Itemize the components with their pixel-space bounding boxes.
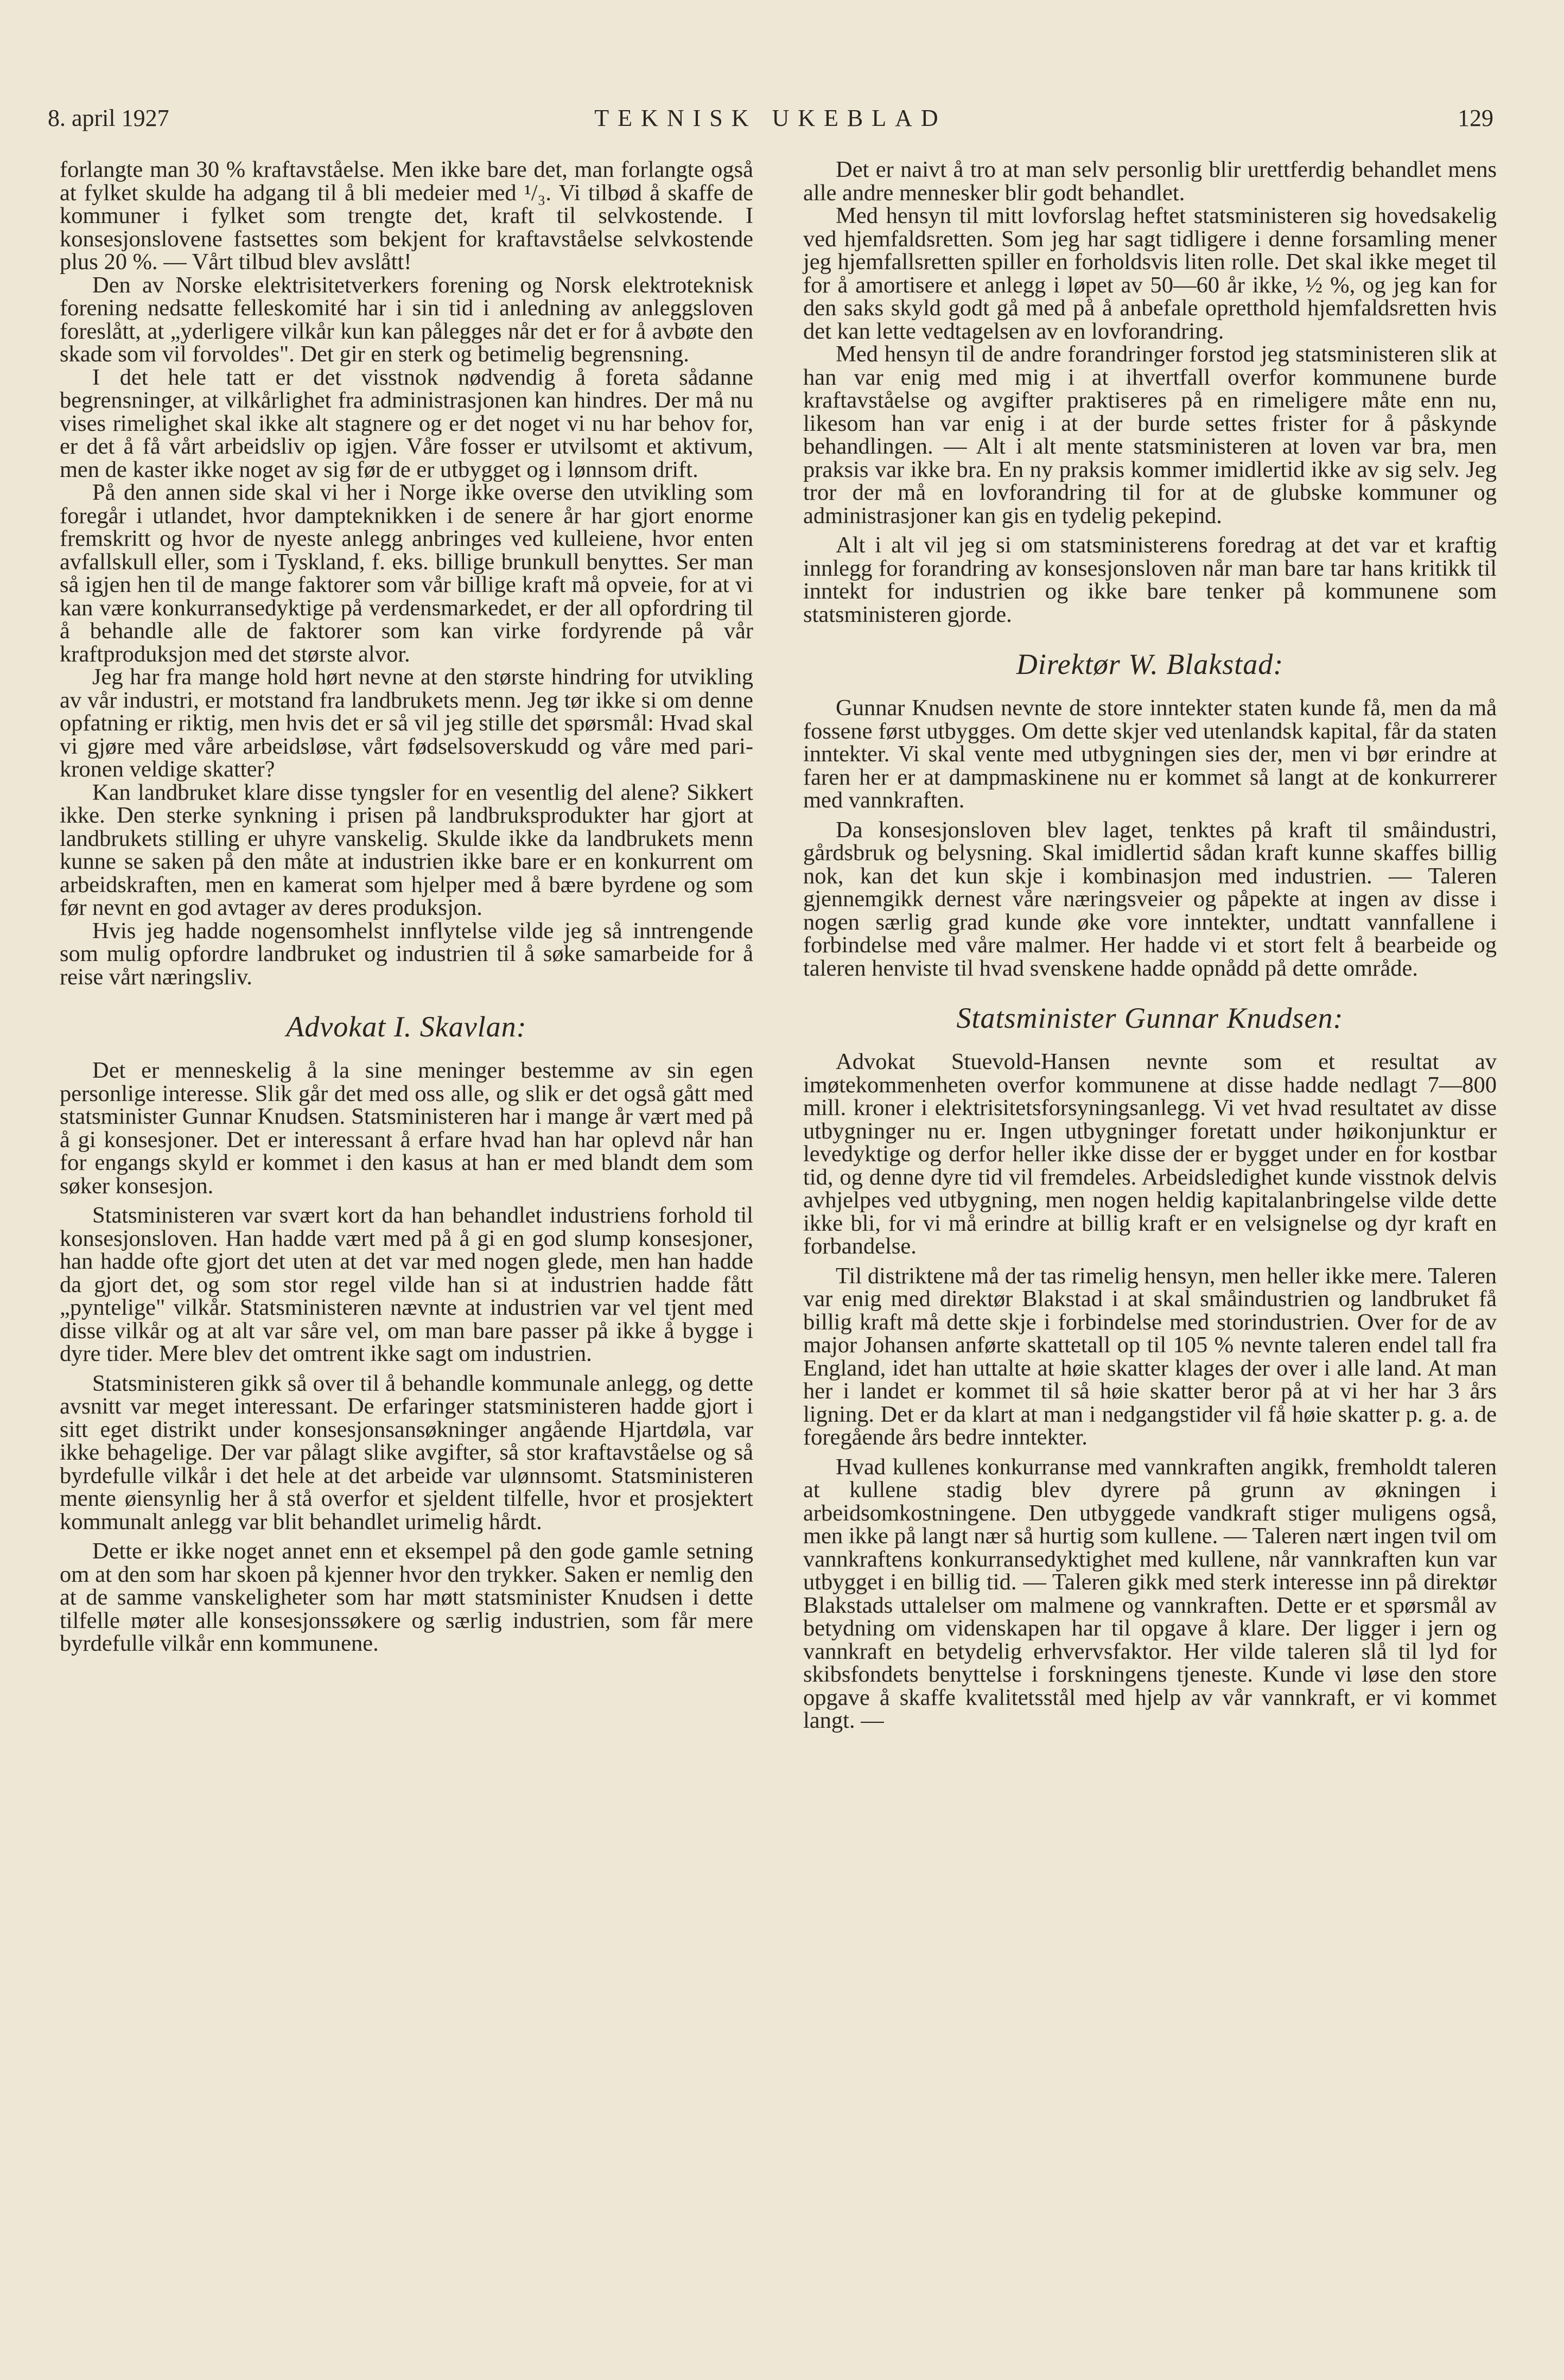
issue-date: 8. april 1927 bbox=[48, 105, 169, 131]
paragraph: I det hele tatt er det visstnok nødvendig å foreta sådanne begrensninger, at vilkårlighet fra administrasjonen kan hindres. Der må nu vises rimelighet skal ikke alt stagnere og er det noget vi nu har behov for, er det å få vårt arbeidsliv op igjen. Våre fosser er utvilsomt et aktivum, men de kaster ikke noget av sig før de er utbygget og i lønnsom drift. bbox=[60, 364, 753, 482]
paragraph: Statsministeren var svært kort da han behandlet industriens forhold til konsesjonsloven. Han hadde vært med på å gi en god slump konsesjoner, han hadde ofte gjort det uten at det var med nogen glede, men han hadde da gjort det, og som stor regel vilde han si at industrien hadde fått „pyntelige" vilkår. Statsministeren nævnte at industrien var vel tjent med disse vilkår og at alt var såre vel, om man bare passer på ikke å bygge i dyre tider. Mere blev det omtrent ikke sagt om industrien. bbox=[60, 1202, 753, 1366]
section-heading-blakstad: Direktør W. Blakstad: bbox=[1016, 648, 1284, 680]
paragraph: Det er naivt å tro at man selv personlig blir urettferdig behandlet mens alle andre mennesker blir godt behandlet. bbox=[803, 157, 1497, 206]
journal-title: TEKNISK UKEBLAD bbox=[594, 105, 947, 131]
paragraph: Da konsesjonsloven blev laget, tenktes på kraft til småindustri, gårdsbruk og belysning. Skal imidlertid sådan kraft kunne skaffes billig nok, kan det kun skje i kombinasjon med industrien. — Taleren gjennemgikk dernest våre næringsveier og påpekte at ingen av disse i nogen særlig grad kunde øke vore inntekter, undtatt vannfallene i forbindelse med våre malmer. Her hadde vi et stort felt å bearbeide og taleren henviste til hvad svenskene hadde opnådd på dette område. bbox=[803, 817, 1497, 981]
paragraph: Hvad kullenes konkurranse med vannkraften angikk, fremholdt taleren at kullene stadig blev dyrere på grunn av økningen i arbeidsomkostningene. Den utbyggede vandkraft stiger muligens også, men ikke på langt nær så hurtig som kullene. — Taleren nært ingen tvil om vannkraftens konkurransedyktighet med kullene, når vannkraften kun var utbygget i en billig tid. — Taleren gikk med sterk interesse inn på direktør Blakstads uttalelser om malmene og vannkraften. Dette er et spørsmål av betydning om videnskapen har til opgave å klare. Der ligger i jern og vannkraft en betydelig erhvervsfaktor. Her vilde taleren slå til lyd for skibsfondets benyttelse i forskningens tjeneste. Kunde vi løse den store opgave å skaffe kvalitetsstål med hjelp av vår vannkraft, er vi kommet langt. — bbox=[803, 1454, 1497, 1733]
right-column bbox=[803, 158, 1497, 1733]
paragraph: Advokat Stuevold-Hansen nevnte som et resultat av imøtekommenheten overfor kommunene at disse hadde nedlagt 7—800 mill. kroner i elektrisitetsforsyningsanlegg. Vi vet hvad resultatet av disse utbygninger nu er. Ingen utbygninger foretatt under høikonjunktur er levedyktige og derfor heller ikke disse der er bygget under en for kostbar tid, og denne dyre tid vil fremdeles. Arbeidsledighet kunde visstnok delvis avhjelpes ved utbygning, men nogen heldig kapitalanbringelse vilde dette ikke bli, for vi må erindre at billig kraft er en velsignelse og dyr kraft en forbandelse. bbox=[803, 1049, 1497, 1259]
paragraph: Til distriktene må der tas rimelig hensyn, men heller ikke mere. Taleren var enig med direktør Blakstad i at skal småindustrien og landbruket få billig kraft må dette skje i forbindelse med storindustrien. Over for de av major Johansen anførte skattetall op til 105 % nevnte taleren endel tall fra England, idet han uttalte at høie skatter klages der over i alle land. At man her i landet er kommet til så høie skatter beror på at vi her har 3 års ligning. Det er da klart at man i nedgangstider vil få høie skatter p. g. a. de foregående års bedre inntekter. bbox=[803, 1263, 1497, 1450]
paragraph: Dette er ikke noget annet enn et eksempel på den gode gamle setning om at den som har skoen på kjenner hvor den trykker. Saken er nemlig den at de samme vanskeligheter som har møtt statsminister Knudsen i dette tilfelle møter alle konsesjonssøkere og særlig industrien, som får mere byrdefulle vilkår enn kommunene. bbox=[60, 1538, 753, 1656]
page-number: 129 bbox=[1458, 105, 1493, 131]
section-heading-knudsen: Statsminister Gunnar Knudsen: bbox=[956, 1002, 1344, 1034]
paragraph: Hvis jeg hadde nogensomhelst innflytelse vilde jeg så inntrengende som mulig opfordre landbruket og industrien til å søke samarbeide for å reise vårt næringsliv. bbox=[60, 918, 753, 990]
paragraph: Statsministeren gikk så over til å behandle kommunale anlegg, og dette avsnitt var meget interessant. De erfaringer statsministeren hadde gjort i sitt eget distrikt under konsesjonsansøkninger angående Hjartdøla, var ikke behagelige. Der var pålagt slike avgifter, så stor kraftavståelse og så byrdefulle vilkår i det hele at det arbeide var ulønnsomt. Statsministeren mente øiensynlig her å stå overfor et sjeldent tilfelle, hvor et prosjektert kommunalt anlegg var blit behandlet urimelig hårdt. bbox=[60, 1370, 753, 1535]
left-column bbox=[60, 158, 753, 1656]
paragraph: Med hensyn til mitt lovforslag heftet statsministeren sig hovedsakelig ved hjemfaldsretten. Som jeg har sagt tidligere i denne forsamling mener jeg hjemfallsretten spiller en forholdsvis liten rolle. Det skal ikke meget til for å amortisere et anlegg i løpet av 50—60 år ikke, ½ %, og jeg kan for den saks skyld godt gå med på å anbefale opretthold hjemfaldsretten hvis det kan lette vedtagelsen av en lovforandring. bbox=[803, 203, 1497, 344]
paragraph: Alt i alt vil jeg si om statsministerens foredrag at det var et kraftig innlegg for forandring av konsesjonsloven når man bare tar hans kritikk til inntekt for industrien og ikke bare tenker på kommunene som statsministeren gjorde. bbox=[803, 532, 1497, 627]
section-heading-skavlan: Advokat I. Skavlan: bbox=[286, 1010, 527, 1043]
running-head bbox=[48, 102, 1493, 135]
paragraph: På den annen side skal vi her i Norge ikke overse den utvikling som foregår i utlandet, hvor dampteknikken i de senere år har gjort enorme fremskritt og hvor de nyeste anlegg anbringes ved kulleiene, hvor enten avfallskull eller, som i Tyskland, f. eks. billige brunkull benyttes. Ser man så igjen hen til de mange faktorer som vår billige kraft må opveie, for at vi kan være konkurransedyktige på verdensmarkedet, er der all opfordring til å behandle alle de faktorer som kan virke fordyrende på vår kraftproduksjon med det største alvor. bbox=[60, 480, 753, 667]
paragraph: Med hensyn til de andre forandringer forstod jeg statsministeren slik at han var enig med mig i at ihvertfall overfor kommunene burde kraftavståelse og avgifter praktiseres på en rimeligere måte enn nu, likesom han var enig i at der burde settes frister for å påskynde behandlingen. — Alt i alt mente statsministeren at loven var bra, men praksis var ikke bra. En ny praksis kommer imidlertid ikke av sig selv. Jeg tror der må en lovforandring til for at de glubske kommuner og administrasjoner kan gis en tydelig pekepind. bbox=[803, 341, 1497, 529]
paragraph: Den av Norske elektrisitetverkers forening og Norsk elektroteknisk forening nedsatte felleskomité har i sin tid i anledning av anleggsloven foreslått, at „yderligere vilkår kun kan pålegges når det er for å avbøte den skade som vil forvoldes". Det gir en sterk og betimelig begrensning. bbox=[60, 272, 753, 367]
paragraph: Jeg har fra mange hold hørt nevne at den største hindring for utvikling av vår industri, er motstand fra landbrukets menn. Jeg tør ikke si om denne opfatning er riktig, men hvis det er så vil jeg stille det spørsmål: Hvad skal vi gjøre med våre arbeidsløse, vårt fødselsoverskudd og våre med pari-kronen veldige skatter? bbox=[60, 664, 753, 782]
paragraph: Det er menneskelig å la sine meninger bestemme av sin egen personlige interesse. Slik går det med oss alle, og slik er det også gått med statsminister Gunnar Knudsen. Statsministeren har i mange år vært med på å gi konsesjoner. Det er interessant å erfare hvad han har oplevd når han for engangs skyld er kommet i den kasus at han er med blandt dem som søker konsesjon. bbox=[60, 1058, 753, 1199]
paragraph: forlangte man 30 % kraftavståelse. Men ikke bare det, man forlangte også at fylket skulde ha adgang til å bli medeier med ¹/₃. Vi tilbød å skaffe de kommuner i fylket som trengte det, kraft til selvkostende. I konsesjonslovene fastsettes som bekjent for kraftavståelse selvkostende plus 20 %. — Vårt tilbud blev avslått! bbox=[60, 157, 753, 275]
paragraph: Kan landbruket klare disse tyngsler for en vesentlig del alene? Sikkert ikke. Den sterke synkning i prisen på landbruksprodukter har gjort at landbrukets stilling er uhyre vanskelig. Skulde ikke da landbrukets menn kunne se saken på den måte at industrien ikke bare er en konkurrent om arbeidskraften, men en kamerat som hjelper med å bære byrdene og som før nevnt en god avtager av deres produksjon. bbox=[60, 779, 753, 920]
paragraph: Gunnar Knudsen nevnte de store inntekter staten kunde få, men da må fossene først utbygges. Om dette skjer ved utenlandsk kapital, får da staten inntekter. Vi skal vente med utbygningen sies der, men vi bør erindre at faren her er at dampmaskinene nu er kommet så langt at de konkurrerer med vannkraften. bbox=[803, 695, 1497, 813]
